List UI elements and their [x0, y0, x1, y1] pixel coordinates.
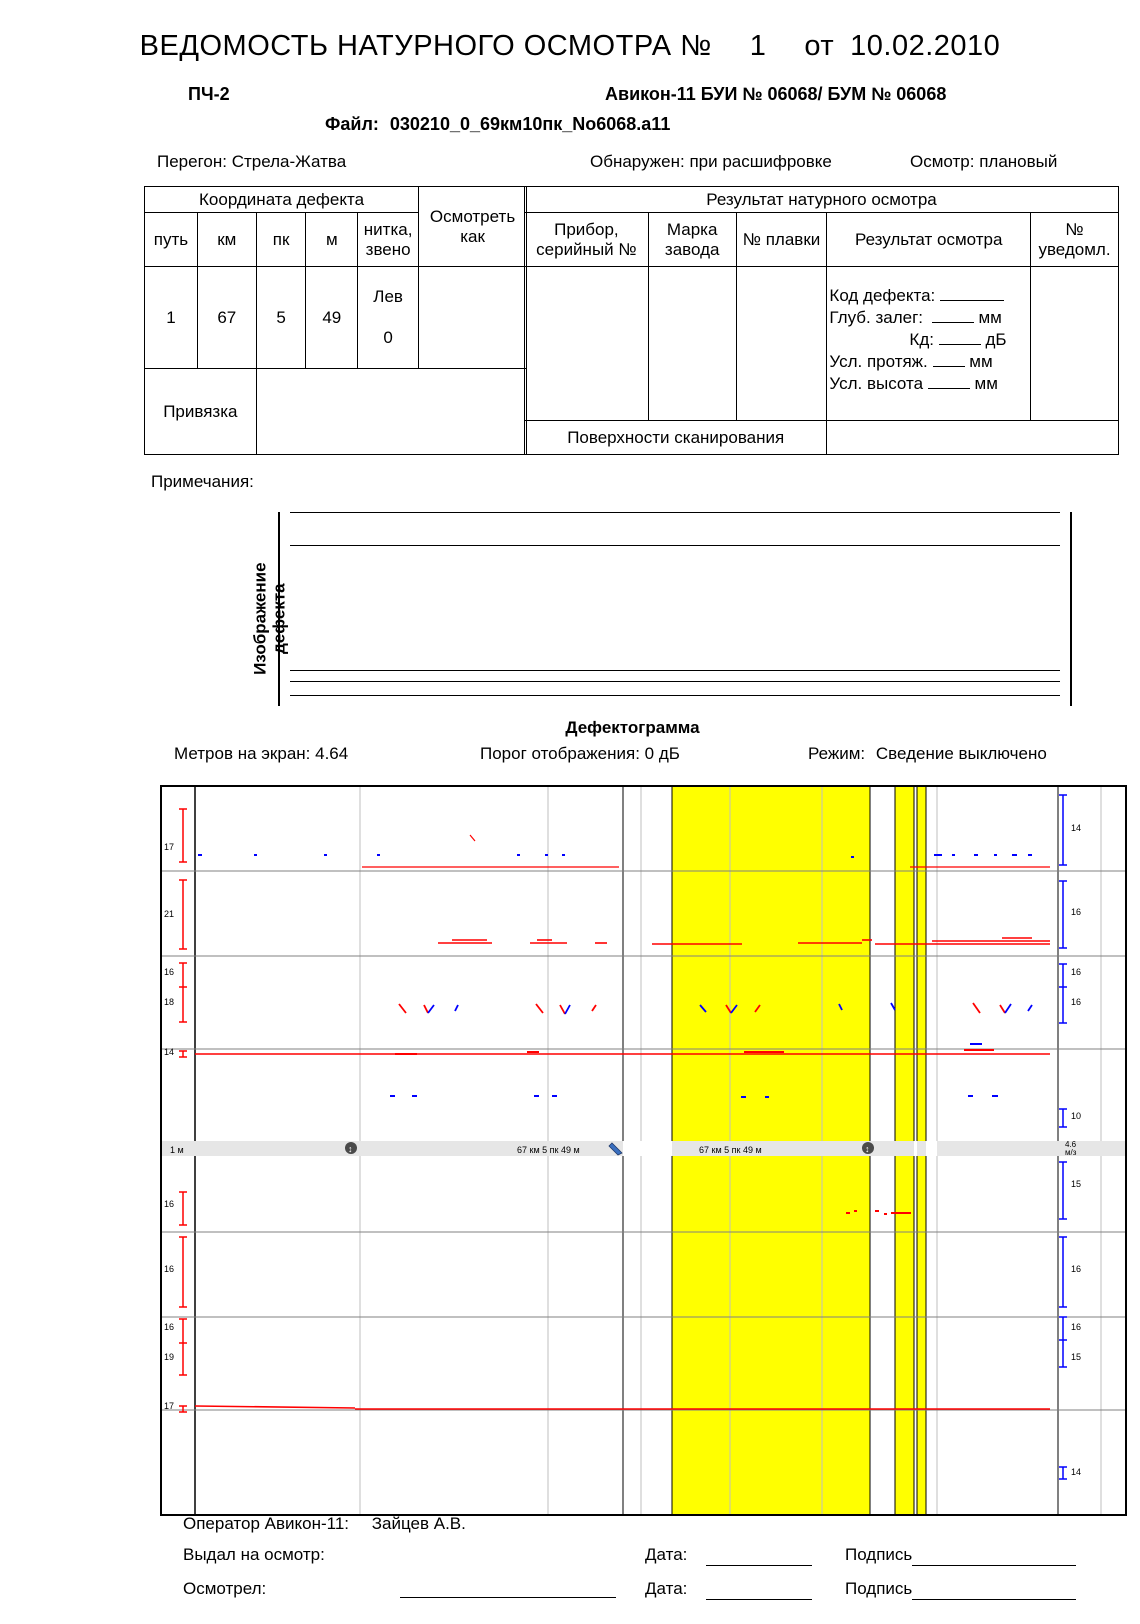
- svg-text:↕: ↕: [865, 1144, 870, 1154]
- col-pk: пк: [256, 213, 306, 267]
- section-line: [157, 152, 346, 172]
- title-number: 1: [749, 30, 767, 62]
- right-channel-label: 16: [1071, 1264, 1082, 1274]
- col-factory: Марка завода: [648, 213, 736, 267]
- cell-km: 67: [197, 267, 256, 368]
- speed-label-2: м/з: [1065, 1148, 1077, 1157]
- left-channel-label: 19: [164, 1352, 175, 1362]
- issued-sign: Подпись: [845, 1545, 1076, 1566]
- cell-factory: [648, 267, 736, 421]
- detected-value: при расшифровке: [689, 152, 832, 171]
- section-value: Стрела-Жатва: [231, 152, 347, 171]
- thread-value: Лев: [373, 286, 403, 306]
- right-channel-label: 15: [1071, 1352, 1082, 1362]
- title-from: от: [804, 30, 835, 62]
- operator-label: Оператор Авикон-11:: [183, 1514, 350, 1533]
- ruler-strip-gap: [914, 1141, 917, 1156]
- cell-inspect-as: [419, 267, 527, 368]
- issued-date: Дата:: [645, 1545, 812, 1566]
- defect-rule: [290, 545, 1060, 546]
- section-label: Перегон:: [157, 152, 227, 171]
- inspection-line: [910, 152, 1057, 172]
- right-gate-brackets: [1059, 795, 1067, 1479]
- coord-label-2: 67 км 5 пк 49 м: [699, 1145, 762, 1155]
- right-channel-label: 16: [1071, 1322, 1082, 1332]
- cell-device: [525, 267, 649, 421]
- col-result: Результат осмотра: [827, 213, 1031, 267]
- threshold-value: 0 дБ: [644, 744, 680, 763]
- inspect-as-header: Осмотреть как: [419, 187, 527, 267]
- depth-line: Глуб. залег: мм: [829, 308, 1002, 328]
- coordinates-table: [144, 186, 527, 455]
- cell-thread: [358, 267, 419, 368]
- right-channel-label: 16: [1071, 907, 1082, 917]
- defectogram-title: Дефектограмма: [565, 718, 700, 737]
- mode-line: Режим: Сведение выключено: [808, 744, 1047, 763]
- ruler-strip-gap: [623, 1141, 672, 1156]
- right-channel-label: 14: [1071, 1467, 1082, 1477]
- file-label: Файл:: [325, 114, 379, 134]
- cell-result: [827, 267, 1031, 421]
- svg-text:↕: ↕: [348, 1144, 353, 1154]
- scale-label: 1 м: [170, 1145, 184, 1155]
- col-km: км: [197, 213, 256, 267]
- issued-sign-field[interactable]: [912, 1545, 1076, 1566]
- inspected-label: Осмотрел:: [183, 1579, 267, 1598]
- inspected-date: Дата:: [645, 1579, 812, 1600]
- right-channel-label: 14: [1071, 823, 1082, 833]
- title-date: 10.02.2010: [850, 30, 1001, 62]
- inspected-sign: Подпись: [845, 1579, 1076, 1600]
- defectogram-chart: [160, 785, 1127, 1516]
- inspected-sign-field[interactable]: [912, 1579, 1076, 1600]
- right-channel-label: 16: [1071, 997, 1082, 1007]
- marker-icon[interactable]: [345, 1142, 357, 1154]
- right-channel-label: 15: [1071, 1179, 1082, 1189]
- link-value: 0: [383, 328, 393, 348]
- mode-value: Сведение выключено: [875, 744, 1047, 763]
- cell-melt: [736, 267, 827, 421]
- document-title: [0, 30, 1140, 63]
- title-main: ВЕДОМОСТЬ НАТУРНОГО ОСМОТРА №: [139, 30, 712, 62]
- cell-pk: 5: [256, 267, 306, 368]
- defect-rule: [290, 670, 1060, 671]
- right-channel-label: 16: [1071, 967, 1082, 977]
- left-channel-label: 16: [164, 1322, 175, 1332]
- speed-label-1: 4.6: [1065, 1140, 1077, 1149]
- meters-value: 4.64: [315, 744, 349, 763]
- defect-rule: [290, 512, 1060, 513]
- marker-icon[interactable]: [862, 1142, 874, 1154]
- defect-image-label: Изображение дефекта: [250, 562, 288, 675]
- col-melt: № плавки: [736, 213, 827, 267]
- left-channel-label: 17: [164, 1401, 175, 1411]
- ruler-strip-gap: [926, 1141, 937, 1156]
- scan-surfaces-value: [827, 420, 1119, 454]
- defect-rule: [290, 681, 1060, 682]
- col-m: м: [306, 213, 358, 267]
- height-line: Усл. высота мм: [829, 374, 998, 394]
- left-channel-label: 18: [164, 997, 175, 1007]
- binding-value: [256, 368, 526, 454]
- col-track: путь: [145, 213, 198, 267]
- left-channel-labels: [164, 842, 174, 1411]
- issued-date-field[interactable]: [706, 1545, 812, 1566]
- result-table: [524, 186, 1119, 455]
- length-line: Усл. протяж. мм: [829, 352, 993, 372]
- cell-m: 49: [306, 267, 358, 368]
- coord-header: Координата дефекта: [145, 187, 419, 213]
- band-separators: [162, 871, 1125, 1410]
- file-name: 030210_0_69км10пк_No6068.a11: [389, 114, 671, 134]
- defect-code-line: Код дефекта:: [829, 285, 1026, 307]
- coord-label-1: 67 км 5 пк 49 м: [517, 1145, 580, 1155]
- kd-line: Кд: дБ: [909, 330, 1007, 350]
- threshold-line: Порог отображения: 0 дБ: [480, 744, 680, 763]
- cell-track: 1: [145, 267, 198, 368]
- detected-label: Обнаружен:: [590, 152, 685, 171]
- left-channel-label: 14: [164, 1047, 175, 1057]
- scan-surfaces-label: Поверхности сканирования: [525, 420, 827, 454]
- meters-line: Метров на экран: 4.64: [174, 744, 349, 763]
- col-device: Прибор, серийный №: [525, 213, 649, 267]
- defect-image-box: [278, 512, 1072, 706]
- inspected-name-field[interactable]: [400, 1597, 616, 1598]
- device-label: Авикон-11 БУИ № 06068/ БУМ № 06068: [605, 84, 947, 104]
- col-notice: № уведомл.: [1031, 213, 1119, 267]
- left-gate-brackets: [179, 809, 187, 1412]
- file-line: [325, 114, 670, 135]
- division-label: ПЧ-2: [188, 84, 230, 104]
- left-channel-label: 17: [164, 842, 175, 852]
- inspection-value: плановый: [979, 152, 1058, 171]
- left-channel-label: 16: [164, 967, 175, 977]
- operator-name: Зайцев А.В.: [371, 1514, 466, 1533]
- inspected-date-field[interactable]: [706, 1579, 812, 1600]
- cell-notice: [1031, 267, 1119, 421]
- left-channel-label: 21: [164, 909, 175, 919]
- left-channel-label: 16: [164, 1264, 175, 1274]
- binding-label: Привязка: [145, 368, 257, 454]
- inspection-label: Осмотр:: [910, 152, 975, 171]
- notes-label: Примечания:: [151, 472, 254, 491]
- right-channel-label: 10: [1071, 1111, 1082, 1121]
- left-channel-label: 16: [164, 1199, 175, 1209]
- operator-line: [183, 1514, 466, 1534]
- detected-line: [590, 152, 832, 172]
- col-thread: нитка, звено: [358, 213, 419, 267]
- issued-label: Выдал на осмотр:: [183, 1545, 325, 1564]
- result-header: Результат натурного осмотра: [525, 187, 1119, 213]
- defect-rule: [290, 695, 1060, 696]
